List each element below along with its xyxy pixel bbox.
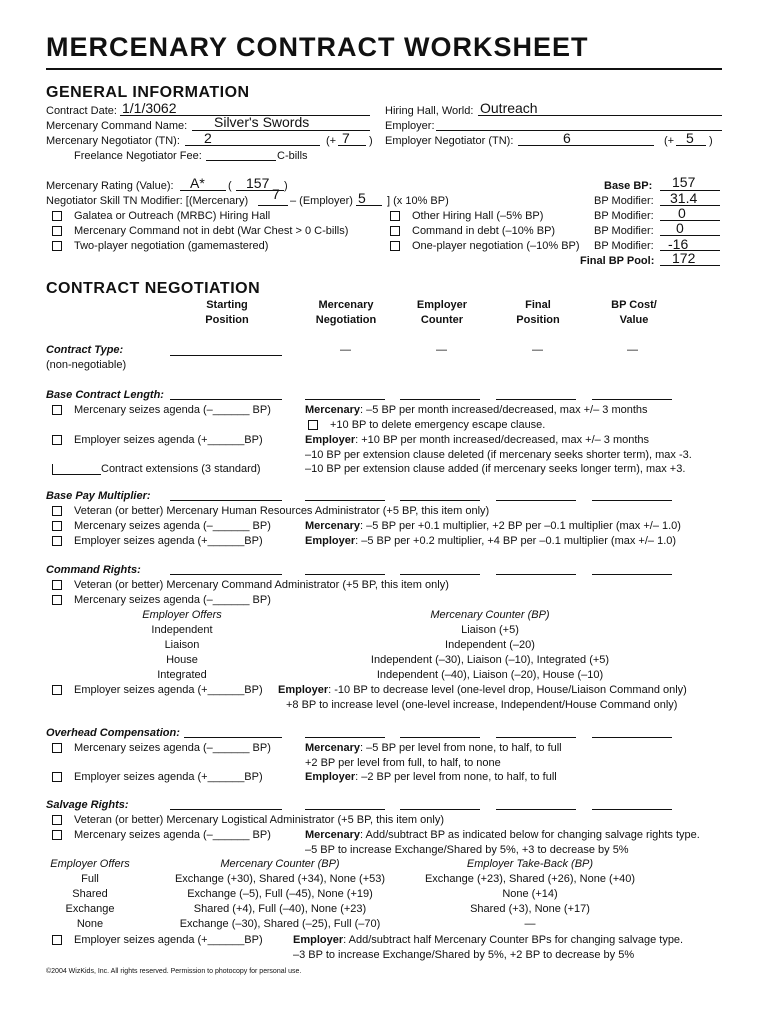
merc-negotiator-label: Mercenary Negotiator (TN): xyxy=(46,135,180,147)
bp-mod-value-4[interactable]: -16 xyxy=(668,236,689,252)
command-label: Command Rights: xyxy=(46,564,141,576)
col-starting-position: Starting Position xyxy=(205,299,249,326)
checkbox-other-hall[interactable] xyxy=(390,211,400,221)
checkbox-in-debt[interactable] xyxy=(390,226,400,236)
emp-negotiator-tn-line xyxy=(518,145,654,146)
col-final-position: Final Position xyxy=(516,299,560,326)
title-rule xyxy=(46,68,722,70)
base-bp-value[interactable]: 157 xyxy=(672,174,696,190)
final-bp-value[interactable]: 172 xyxy=(672,250,696,266)
overhead-label: Overhead Compensation: xyxy=(46,727,180,739)
checkbox-one-player[interactable] xyxy=(390,241,400,251)
general-heading: GENERAL INFORMATION xyxy=(46,84,250,101)
freelance-label: Freelance Negotiator Fee: xyxy=(74,150,202,162)
emp-negotiator-tn[interactable]: 6 xyxy=(563,130,571,146)
col-mercenary-negotiation: Mercenary Negotiation xyxy=(315,299,377,326)
employer-line xyxy=(436,130,722,131)
pay-label: Base Pay Multiplier: xyxy=(46,490,151,502)
emp-negotiator-close: ) xyxy=(709,135,713,147)
checkbox-escape-clause[interactable] xyxy=(308,420,318,430)
command-name-label: Mercenary Command Name: xyxy=(46,120,188,132)
checkbox-salvage-merc[interactable] xyxy=(52,830,62,840)
page-title: MERCENARY CONTRACT WORKSHEET xyxy=(46,32,589,62)
hiring-hall-value[interactable]: Outreach xyxy=(480,100,538,116)
checkbox-overhead-emp[interactable] xyxy=(52,772,62,782)
extensions-field[interactable] xyxy=(52,464,101,475)
checkbox-pay-veteran[interactable] xyxy=(52,506,62,516)
merc-negotiator-close: ) xyxy=(369,135,373,147)
employer-label: Employer: xyxy=(385,120,435,132)
checkbox-command-veteran[interactable] xyxy=(52,580,62,590)
bp-mod-value-3[interactable]: 0 xyxy=(676,220,684,236)
col-bp-cost: BP Cost/ Value xyxy=(611,299,657,326)
salvage-label: Salvage Rights: xyxy=(46,799,129,811)
skill-mod-merc[interactable]: 7 xyxy=(272,186,280,202)
freelance-line xyxy=(206,160,276,161)
bp-mod-value-2[interactable]: 0 xyxy=(678,205,686,221)
merc-negotiator-mod[interactable]: 7 xyxy=(342,130,350,146)
bp-mod-label-2: BP Modifier: xyxy=(594,210,654,222)
checkbox-galatea[interactable] xyxy=(52,211,62,221)
contract-type-line xyxy=(170,355,282,356)
bp-mod-value-1[interactable]: 31.4 xyxy=(670,190,698,206)
base-bp-label: Base BP: xyxy=(604,180,653,192)
col-employer-counter: Employer Counter xyxy=(416,299,468,326)
command-name-value[interactable]: Silver's Swords xyxy=(214,114,310,130)
contract-type-label: Contract Type: xyxy=(46,344,124,356)
merc-negotiator-plus: (+ xyxy=(326,135,337,147)
negotiation-heading: CONTRACT NEGOTIATION xyxy=(46,280,261,297)
length-label: Base Contract Length: xyxy=(46,389,164,401)
skill-mod-label: Negotiator Skill TN Modifier: [(Mercenary) xyxy=(46,195,249,207)
bp-mod-label-4: BP Modifier: xyxy=(594,240,654,252)
emp-negotiator-plus: (+ xyxy=(664,135,675,147)
bp-mod-label-1: BP Modifier: xyxy=(594,195,654,207)
contract-date-value[interactable]: 1/1/3062 xyxy=(122,100,177,116)
checkbox-salvage-veteran[interactable] xyxy=(52,815,62,825)
rating-label: Mercenary Rating (Value): xyxy=(46,180,174,192)
checkbox-length-merc[interactable] xyxy=(52,405,62,415)
checkbox-length-emp[interactable] xyxy=(52,435,62,445)
rating-value[interactable]: A* xyxy=(190,175,205,191)
checkbox-salvage-emp[interactable] xyxy=(52,935,62,945)
checkbox-command-merc[interactable] xyxy=(52,595,62,605)
skill-mod-emp[interactable]: 5 xyxy=(358,190,366,206)
emp-negotiator-label: Employer Negotiator (TN): xyxy=(385,135,514,147)
checkbox-two-player[interactable] xyxy=(52,241,62,251)
non-negotiable-note: (non-negotiable) xyxy=(46,359,127,371)
copyright: ©2004 WizKids, Inc. All rights reserved. Permission to photocopy for personal use. xyxy=(46,968,302,975)
final-bp-label: Final BP Pool: xyxy=(580,255,655,267)
checkbox-pay-emp[interactable] xyxy=(52,536,62,546)
bp-mod-label-3: BP Modifier: xyxy=(594,225,654,237)
cbills-label: C-bills xyxy=(277,150,308,162)
emp-negotiator-mod[interactable]: 5 xyxy=(686,130,694,146)
checkbox-not-debt[interactable] xyxy=(52,226,62,236)
checkbox-pay-merc[interactable] xyxy=(52,521,62,531)
checkbox-command-emp[interactable] xyxy=(52,685,62,695)
contract-date-label: Contract Date: xyxy=(46,105,117,117)
hiring-hall-label: Hiring Hall, World: xyxy=(385,105,474,117)
rating-number[interactable]: 157 xyxy=(246,175,270,191)
merc-negotiator-tn[interactable]: 2 xyxy=(204,130,212,146)
checkbox-overhead-merc[interactable] xyxy=(52,743,62,753)
